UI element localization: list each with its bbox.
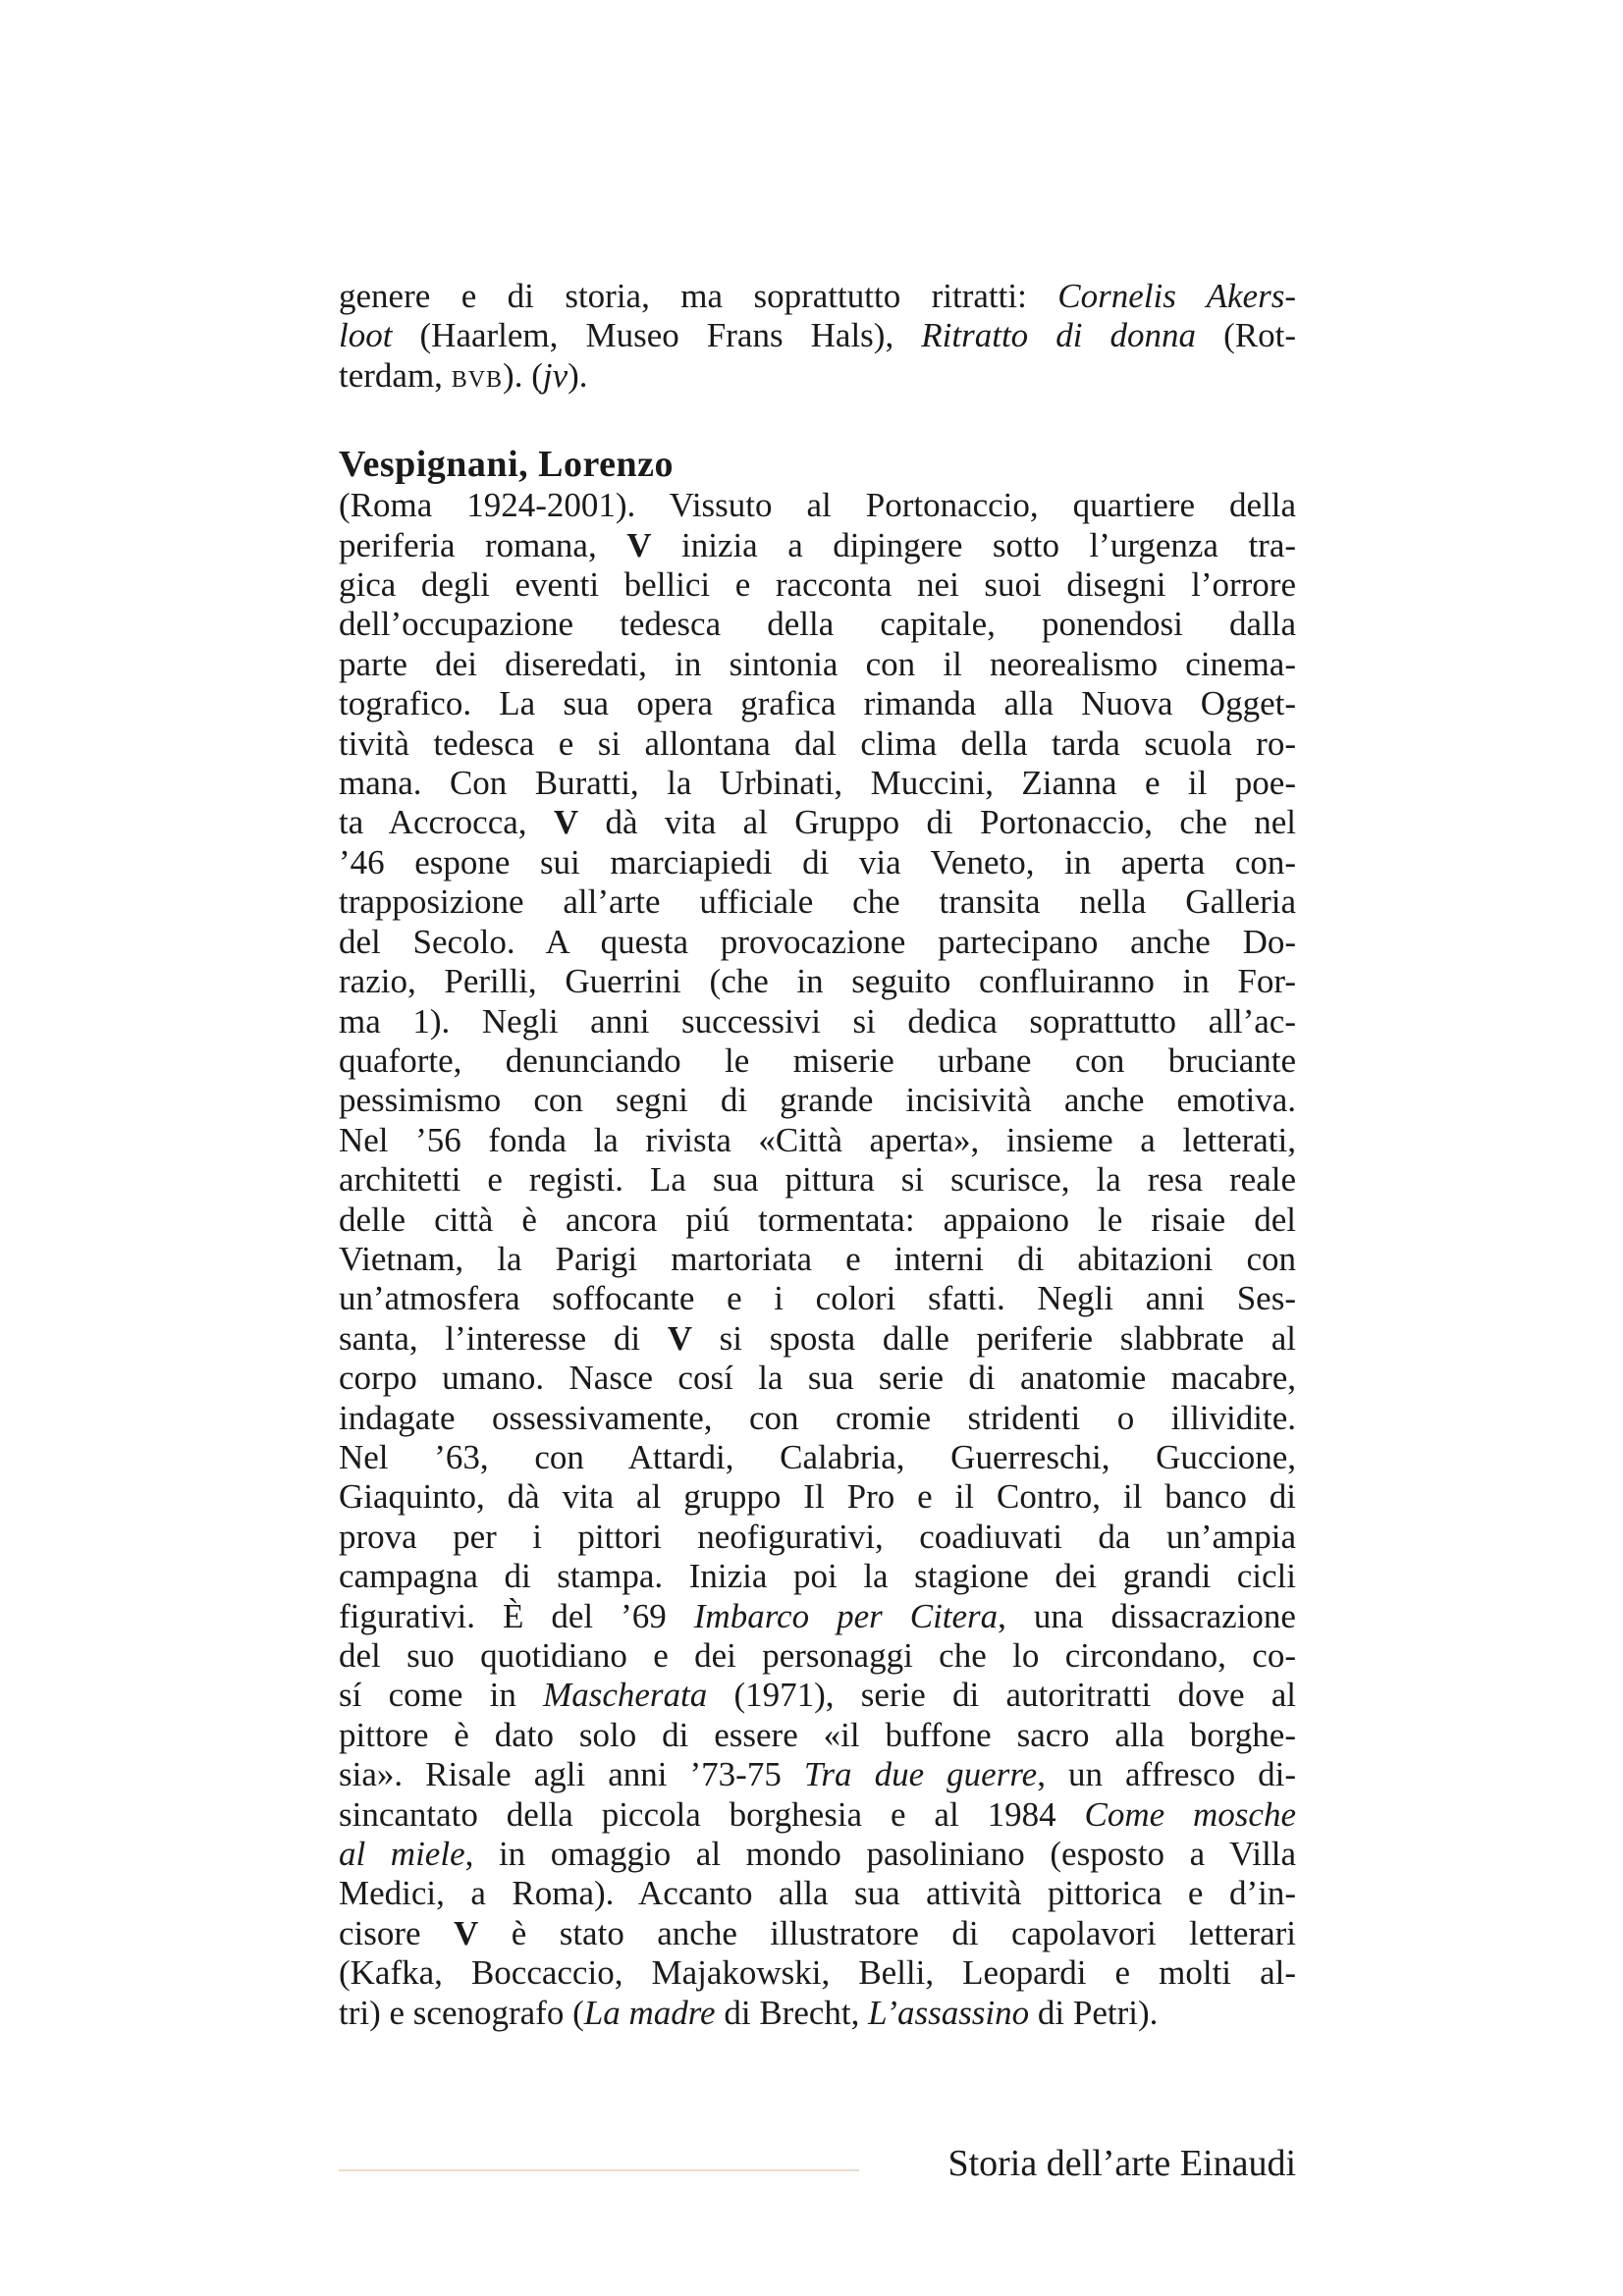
text-run: (Rot- bbox=[1196, 316, 1296, 355]
text-line bbox=[339, 684, 1296, 723]
artwork-title: L’assassino bbox=[868, 1993, 1030, 2032]
text-run: di Petri). bbox=[1029, 1993, 1159, 2032]
text-line bbox=[339, 1994, 1296, 2033]
text-run: sia». Risale agli anni ’73-75 bbox=[339, 1755, 804, 1794]
text-line bbox=[339, 1041, 1296, 1081]
text-run: parte dei diseredati, in sintonia con il neorealismo cinema- bbox=[339, 644, 1296, 683]
text-line bbox=[339, 1002, 1296, 1041]
text-run: Vietnam, la Parigi martoriata e interni di abitazioni con bbox=[339, 1239, 1296, 1278]
text-run: , una dissacrazione bbox=[998, 1596, 1296, 1635]
text-line bbox=[339, 486, 1296, 525]
text-line bbox=[339, 1676, 1296, 1715]
text-line bbox=[339, 1121, 1296, 1160]
text-run: (Kafka, Boccaccio, Majakowski, Belli, Leopardi e molti al- bbox=[339, 1953, 1296, 1993]
text-line bbox=[339, 1557, 1296, 1596]
text-run: , in omaggio al mondo pasoliniano (esposto a Villa bbox=[464, 1835, 1296, 1874]
artwork-title: Come mosche bbox=[1084, 1794, 1297, 1834]
text-run: pessimismo con segni di grande incisività anche emotiva. bbox=[339, 1081, 1296, 1120]
text-run: delle città è ancora piú tormentata: appaiono le risaie del bbox=[339, 1200, 1296, 1239]
text-line bbox=[339, 1477, 1296, 1517]
text-run: ). bbox=[568, 355, 588, 395]
text-run: si sposta dalle periferie slabbrate al bbox=[692, 1318, 1297, 1358]
text-line bbox=[339, 645, 1296, 684]
text-line bbox=[339, 1835, 1296, 1874]
text-run: campagna di stampa. Inizia poi la stagione dei grandi cicli bbox=[339, 1557, 1296, 1596]
artwork-title: loot bbox=[339, 316, 393, 355]
text-run: , un affresco di- bbox=[1037, 1755, 1297, 1794]
page-footer bbox=[339, 2142, 1296, 2185]
entry-title: Vespignani, Lorenzo bbox=[339, 444, 675, 486]
text-run: prova per i pittori neofigurativi, coadiuvati da un’ampia bbox=[339, 1517, 1296, 1556]
text-run: terdam, bbox=[339, 355, 452, 395]
artist-initial: V bbox=[626, 525, 652, 564]
text-run: del suo quotidiano e dei personaggi che lo circondano, co- bbox=[339, 1636, 1296, 1675]
text-line bbox=[339, 1716, 1296, 1755]
text-line bbox=[339, 1636, 1296, 1676]
text-run: mana. Con Buratti, la Urbinati, Muccini, Zianna e il poe- bbox=[339, 764, 1296, 803]
text-line bbox=[339, 356, 1296, 400]
text-run: un’atmosfera soffocante e i colori sfatti. Negli anni Ses- bbox=[339, 1279, 1296, 1318]
artist-initial: V bbox=[454, 1913, 479, 1952]
text-line bbox=[339, 316, 1296, 355]
text-run: trapposizione all’arte ufficiale che transita nella Galleria bbox=[339, 882, 1296, 922]
text-run: cisore bbox=[339, 1913, 455, 1952]
entry-body bbox=[339, 486, 1296, 2033]
text-run: sincantato della piccola borghesia e al 1984 bbox=[339, 1794, 1085, 1834]
text-line bbox=[339, 962, 1296, 1001]
text-run: gica degli eventi bellici e racconta nei suoi disegni l’orrore bbox=[339, 565, 1296, 605]
text-run: dell’occupazione tedesca della capitale, ponendosi dalla bbox=[339, 605, 1296, 644]
text-run: tività tedesca e si allontana dal clima della tarda scuola ro- bbox=[339, 723, 1296, 763]
text-run: (Haarlem, Museo Frans Hals), bbox=[392, 316, 922, 355]
text-line bbox=[339, 1518, 1296, 1557]
text-run: tografico. La sua opera grafica rimanda alla Nuova Ogget- bbox=[339, 684, 1296, 723]
text-run: figurativi. È del ’69 bbox=[339, 1596, 694, 1635]
author-initials: jv bbox=[542, 355, 568, 395]
text-run: di Brecht, bbox=[715, 1993, 869, 2032]
text-line bbox=[339, 565, 1296, 605]
text-run: del Secolo. A questa provocazione partecipano anche Do- bbox=[339, 922, 1296, 961]
artwork-title: Mascherata bbox=[543, 1676, 708, 1715]
text-run: dà vita al Gruppo di Portonaccio, che nel bbox=[578, 803, 1296, 842]
text-line bbox=[339, 843, 1296, 882]
artwork-title: Ritratto di donna bbox=[921, 316, 1197, 355]
text-line bbox=[339, 526, 1296, 565]
artwork-title: al miele bbox=[339, 1835, 465, 1874]
text-run: (Roma 1924-2001). Vissuto al Portonaccio, quartiere della bbox=[339, 486, 1296, 525]
footer-publication-title: Storia dell’arte Einaudi bbox=[947, 2143, 1296, 2184]
text-line bbox=[339, 803, 1296, 842]
text-run: santa, l’interesse di bbox=[339, 1318, 668, 1358]
text-line bbox=[339, 1795, 1296, 1835]
text-line bbox=[339, 882, 1296, 922]
text-line bbox=[339, 1953, 1296, 1993]
museum-abbreviation: BVB bbox=[451, 366, 504, 393]
text-run: sí come in bbox=[339, 1676, 544, 1715]
text-line bbox=[339, 605, 1296, 644]
text-run: Giaquinto, dà vita al gruppo Il Pro e il Contro, il banco di bbox=[339, 1477, 1296, 1517]
text-line bbox=[339, 1279, 1296, 1318]
artist-initial: V bbox=[667, 1318, 693, 1358]
previous-entry-continuation bbox=[339, 277, 1296, 400]
page-body bbox=[339, 277, 1296, 2033]
text-line bbox=[339, 1359, 1296, 1398]
text-line bbox=[339, 1597, 1296, 1636]
artwork-title: Imbarco per Citera bbox=[693, 1596, 999, 1635]
text-line bbox=[339, 1399, 1296, 1438]
text-run: Medici, a Roma). Accanto alla sua attività pittorica e d’in- bbox=[339, 1874, 1296, 1913]
footer-rule bbox=[339, 2169, 859, 2171]
text-run: quaforte, denunciando le miserie urbane con bruciante bbox=[339, 1041, 1296, 1080]
text-run: genere e di storia, ma soprattutto ritratti: bbox=[339, 277, 1058, 315]
text-run: è stato anche illustratore di capolavori letterari bbox=[478, 1913, 1296, 1952]
text-run: tri) e scenografo ( bbox=[339, 1993, 584, 2032]
text-run: inizia a dipingere sotto l’urgenza tra- bbox=[651, 525, 1297, 564]
artwork-title: La madre bbox=[583, 1993, 716, 2032]
text-line bbox=[339, 1874, 1296, 1913]
text-line bbox=[339, 724, 1296, 764]
text-line bbox=[339, 1438, 1296, 1477]
text-run: indagate ossessivamente, con cromie stridenti o illividite. bbox=[339, 1398, 1296, 1437]
text-run: ma 1). Negli anni successivi si dedica soprattutto all’ac- bbox=[339, 1001, 1296, 1041]
text-line bbox=[339, 923, 1296, 962]
text-run: ). ( bbox=[503, 355, 543, 395]
text-line bbox=[339, 277, 1296, 316]
text-line bbox=[339, 1319, 1296, 1359]
text-run: ’46 espone sui marciapiedi di via Veneto, in aperta con- bbox=[339, 842, 1296, 881]
text-line bbox=[339, 764, 1296, 803]
text-run: Nel ’56 fonda la rivista «Città aperta», insieme a letterati, bbox=[339, 1120, 1296, 1159]
text-run: razio, Perilli, Guerrini (che in seguito confluiranno in For- bbox=[339, 962, 1296, 1001]
text-run: periferia romana, bbox=[339, 525, 627, 564]
text-run: corpo umano. Nasce cosí la sua serie di anatomie macabre, bbox=[339, 1359, 1296, 1398]
text-line bbox=[339, 1201, 1296, 1240]
text-run: (1971), serie di autoritratti dove al bbox=[707, 1676, 1296, 1715]
artwork-title: Tra due guerre bbox=[803, 1755, 1038, 1794]
text-run: pittore è dato solo di essere «il buffone sacro alla borghe- bbox=[339, 1715, 1296, 1754]
text-line bbox=[339, 1240, 1296, 1279]
text-run: Nel ’63, con Attardi, Calabria, Guerreschi, Guccione, bbox=[339, 1437, 1296, 1476]
artist-initial: V bbox=[553, 803, 579, 842]
text-run: ta Accrocca, bbox=[339, 803, 554, 842]
text-line bbox=[339, 1160, 1296, 1200]
text-line bbox=[339, 1081, 1296, 1120]
text-run: architetti e registi. La sua pittura si scurisce, la resa reale bbox=[339, 1160, 1296, 1200]
artwork-title: Cornelis Akers- bbox=[1057, 277, 1296, 315]
text-line bbox=[339, 1755, 1296, 1794]
text-line bbox=[339, 1914, 1296, 1953]
